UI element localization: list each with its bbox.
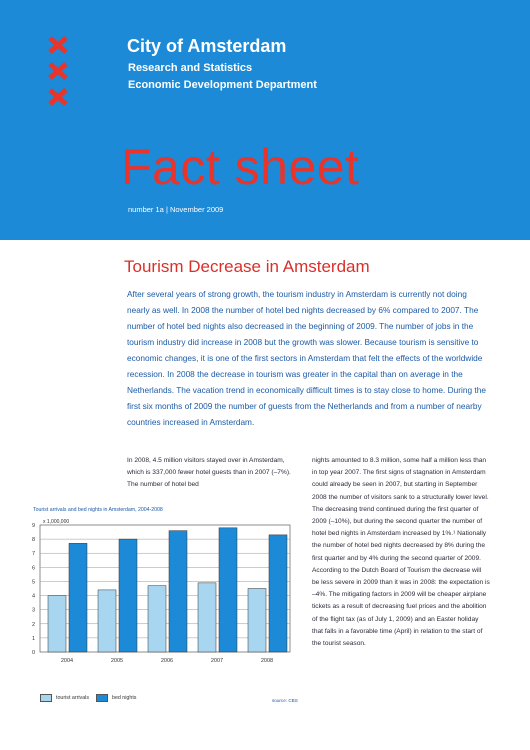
y-tick-label: 1	[31, 635, 35, 642]
article-headline: Tourism Decrease in Amsterdam	[124, 257, 370, 276]
cross-icon	[48, 88, 68, 106]
x-tick-label: 2008	[260, 658, 274, 664]
y-tick-label: 4	[31, 593, 35, 600]
bar-tourist-arrivals	[148, 586, 166, 652]
bar-bed-nights	[119, 539, 137, 652]
y-tick-label: 6	[31, 565, 35, 572]
header-banner	[0, 0, 530, 240]
legend-label-arrivals: tourist arrivals	[56, 695, 89, 701]
page-title: Fact sheet	[121, 139, 360, 195]
chart-title: Tourist arrivals and bed nights in Amsterdam, 2004-2008	[33, 507, 163, 513]
bar-bed-nights	[69, 543, 87, 652]
legend-swatch-arrivals	[40, 694, 52, 702]
legend-item-bed-nights	[96, 694, 136, 702]
y-unit-label: x 1,000,000	[43, 519, 70, 525]
legend-label-bed-nights: bed nights	[112, 695, 137, 701]
department-line-1: Research and Statistics	[128, 62, 253, 74]
bar-tourist-arrivals	[98, 590, 116, 652]
chart-source: source: CBS	[272, 698, 298, 703]
city-logo	[48, 36, 72, 114]
bar-bed-nights	[269, 535, 287, 652]
department-line-2: Economic Development Department	[128, 79, 317, 91]
bar-tourist-arrivals	[198, 583, 216, 652]
issue-number: number 1a | November 2009	[128, 205, 224, 214]
y-tick-label: 2	[31, 621, 35, 628]
cross-icon	[48, 62, 68, 80]
x-tick-label: 2007	[210, 658, 224, 664]
bar-tourist-arrivals	[48, 596, 66, 652]
bar-bed-nights	[219, 528, 237, 652]
legend-swatch-bed-nights	[96, 694, 108, 702]
x-tick-label: 2004	[60, 658, 74, 664]
x-tick-label: 2005	[110, 658, 124, 664]
y-tick-label: 5	[31, 579, 35, 586]
legend-item-arrivals	[40, 694, 89, 702]
article-column-1: In 2008, 4.5 million visitors stayed over in Amsterdam, which is 337,000 fewer hotel guests than in 2007 (–7%). The number of hotel bed	[127, 457, 291, 489]
x-tick-label: 2006	[160, 658, 174, 664]
y-tick-label: 9	[31, 523, 35, 529]
y-tick-label: 0	[31, 650, 35, 656]
bar-bed-nights	[169, 531, 187, 652]
y-tick-label: 8	[31, 537, 35, 544]
bar-chart	[28, 515, 298, 695]
y-tick-label: 7	[31, 551, 35, 558]
bar-tourist-arrivals	[248, 589, 266, 653]
article-intro: After several years of strong growth, the tourism industry in Amsterdam is currently not doing nearly as well. In 2008 the number of hotel bed nights decreased by 6% compared to 2007. The number of hotel bed nights also decreased in the beginning of 2009. The number of jobs in the tourism industry did increase in 2008 but the growth was slower. Because tourism is sensitive to economic changes, it is one of the first sectors in Amsterdam that felt the effects of the worldwide recession. In 2008 the decrease in tourism was greater in the capital than on average in the Netherlands. The vacation trend in economically difficult times is to stay close to home. During the first six months of 2009 the number of guests from the Netherlands and from a number of nearby countries increased in Amsterdam.	[127, 289, 486, 427]
cross-icon	[48, 36, 68, 54]
article-column-2: nights amounted to 8.3 million, some half a million less than in top year 2007. The first signs of stagnation in Amsterdam could already be seen in 2007, but starting in September 2008 the number of visitors sank to a structurally lower level. The decreasing trend continued during the first quarter of 2009 (–10%), but during the second quarter the number of hotel bed nights in Amsterdam increased by 1%.¹ Nationally the number of hotel bed nights decreased by 8% during the first quarter and by 4% during the second quarter of 2009. According to the Dutch Board of Tourism the decrease will be less severe in 2009 than it was in 2008: the expectation is –4%. The mitigating factors in 2009 will be cheaper airplane tickets as a result of decreasing fuel prices and the abolition of the flight tax (as of July 1, 2009) and an Easter holiday that falls in a favorable time (April) in relation to the start of the tourist season.	[312, 457, 490, 648]
y-tick-label: 3	[31, 607, 35, 614]
city-name: City of Amsterdam	[127, 36, 287, 56]
